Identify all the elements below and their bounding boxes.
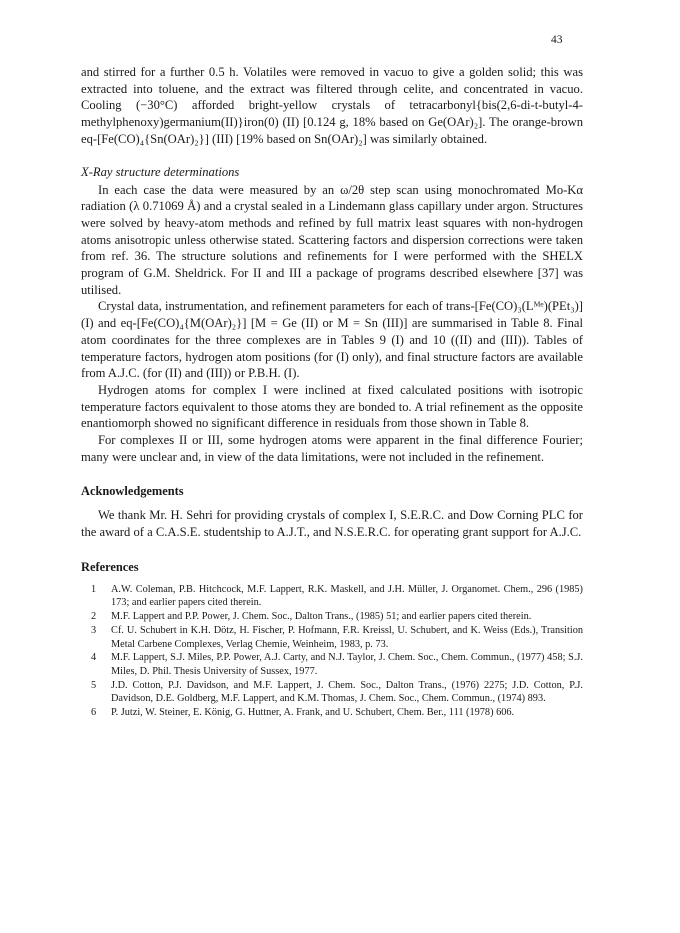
reference-number: 3 bbox=[91, 625, 97, 637]
reference-text: M.F. Lappert and P.P. Power, J. Chem. Soc., Dalton Trans., (1985) 51; and earlier papers cited therein. bbox=[111, 611, 532, 623]
acknowledgements-heading: Acknowledgements bbox=[81, 484, 184, 499]
reference-number: 6 bbox=[91, 707, 97, 719]
xray-methods-paragraph: In each case the data were measured by an ω/2θ step scan using monochromated Mo-Kα radiation (λ 0.71069 Å) and a crystal sealed in a Lindemann glass capillary under argon. Structures were solved by heavy-atom methods and refined by full matrix least squares with non-hydrogen atoms anisotropic unless otherwise stated. Scattering factors and dispersion corrections were taken from ref. 36. The structure solutions and refinements for I were performed with the SHELX program of G.M. Sheldrick. For II and III a package of programs described elsewhere [37] was utilised. bbox=[81, 182, 583, 297]
reference-text: Cf. U. Schubert in K.H. Dötz, H. Fischer, P. Hofmann, F.R. Kreissl, U. Schubert, and K. Weiss (Eds.), Transition Metal Carbene Complexes, Verlag Chemie, Weinheim, 1983, p. 73. bbox=[111, 625, 583, 650]
complexes-paragraph: For complexes II or III, some hydrogen atoms were apparent in the final difference Fourier; many were unclear and, in view of the data limitations, were not included in the refinement. bbox=[81, 433, 583, 464]
xray-section-heading: X-Ray structure determinations bbox=[81, 164, 240, 179]
reference-item bbox=[81, 610, 583, 623]
page-number: 43 bbox=[551, 34, 563, 46]
crystal-data-paragraph: Crystal data, instrumentation, and refinement parameters for each of trans-[Fe(CO)₃(Lᴹᵉ)(PEt₃)] (I) and eq-[Fe(CO)₄{M(OAr)₂}] [M = Ge (II) or M = Sn (III)] are summarised in Table 8. Final atom coordinates for the three complexes are in Tables 9 (I) and 10 ((II) and (III)). Tables of temperature factors, hydrogen atom positions (for (I) only), and final structure factors are available from A.J.C. (for (II) and (III)) or P.B.H. (I). bbox=[81, 299, 583, 381]
reference-text: M.F. Lappert, S.J. Miles, P.P. Power, A.J. Carty, and N.J. Taylor, J. Chem. Soc., Chem. Commun., (1977) 458; S.J. Miles, D. Phil. Thesis University of Sussex, 1977. bbox=[111, 652, 583, 677]
reference-item bbox=[81, 624, 583, 651]
procedure-paragraph: and stirred for a further 0.5 h. Volatiles were removed in vacuo to give a golden solid; this was extracted into toluene, and the extract was filtered through celite, and concentrated in vacuo. Cooling (−30°C) afforded bright-yellow crystals of tetracarbonyl{bis(2,6-di-t-butyl-4-methylphenoxy)germanium(II)}iron(0) (II) [0.124 g, 18% based on Ge(OAr)₂]. The orange-brown eq-[Fe(CO)₄{Sn(OAr)₂}] (III) [19% based on Sn(OAr)₂] was similarly obtained. bbox=[81, 65, 583, 146]
reference-item bbox=[81, 583, 583, 610]
reference-number: 5 bbox=[91, 679, 97, 691]
reference-item bbox=[81, 706, 583, 719]
reference-text: J.D. Cotton, P.J. Davidson, and M.F. Lappert, J. Chem. Soc., Dalton Trans., (1976) 2275; J.D. Cotton, P.J. Davidson, D.E. Goldberg, M.F. Lappert, and K.M. Thomas, J. Chem. Soc., Chem. Commun., (1974) 893. bbox=[111, 679, 583, 705]
references-list bbox=[81, 583, 583, 720]
reference-text: A.W. Coleman, P.B. Hitchcock, M.F. Lappert, R.K. Maskell, and J.H. Müller, J. Organomet. Chem., 296 (1985) 173; and earlier papers cited therein. bbox=[111, 583, 583, 609]
hydrogen-atoms-paragraph: Hydrogen atoms for complex I were inclined at fixed calculated positions with isotropic temperature factors equivalent to those atoms they are bonded to. A trial refinement as the opposite enantiomorph showed no significant difference in residuals from those shown in Table 8. bbox=[81, 382, 583, 431]
acknowledgements-paragraph: We thank Mr. H. Sehri for providing crystals of complex I, S.E.R.C. and Dow Corning PLC for the award of a C.A.S.E. studentship to A.J.T., and N.S.E.R.C. for operating grant support for A.J.C. bbox=[81, 508, 583, 540]
reference-text: P. Jutzi, W. Steiner, E. König, G. Huttner, A. Frank, and U. Schubert, Chem. Ber., 111 (1978) 606. bbox=[111, 707, 515, 719]
reference-number: 2 bbox=[91, 611, 97, 623]
body-text bbox=[81, 64, 583, 720]
reference-number: 1 bbox=[91, 583, 97, 595]
references-heading: References bbox=[81, 559, 139, 574]
reference-number: 4 bbox=[91, 652, 97, 664]
reference-item bbox=[81, 679, 583, 706]
reference-item bbox=[81, 651, 583, 678]
